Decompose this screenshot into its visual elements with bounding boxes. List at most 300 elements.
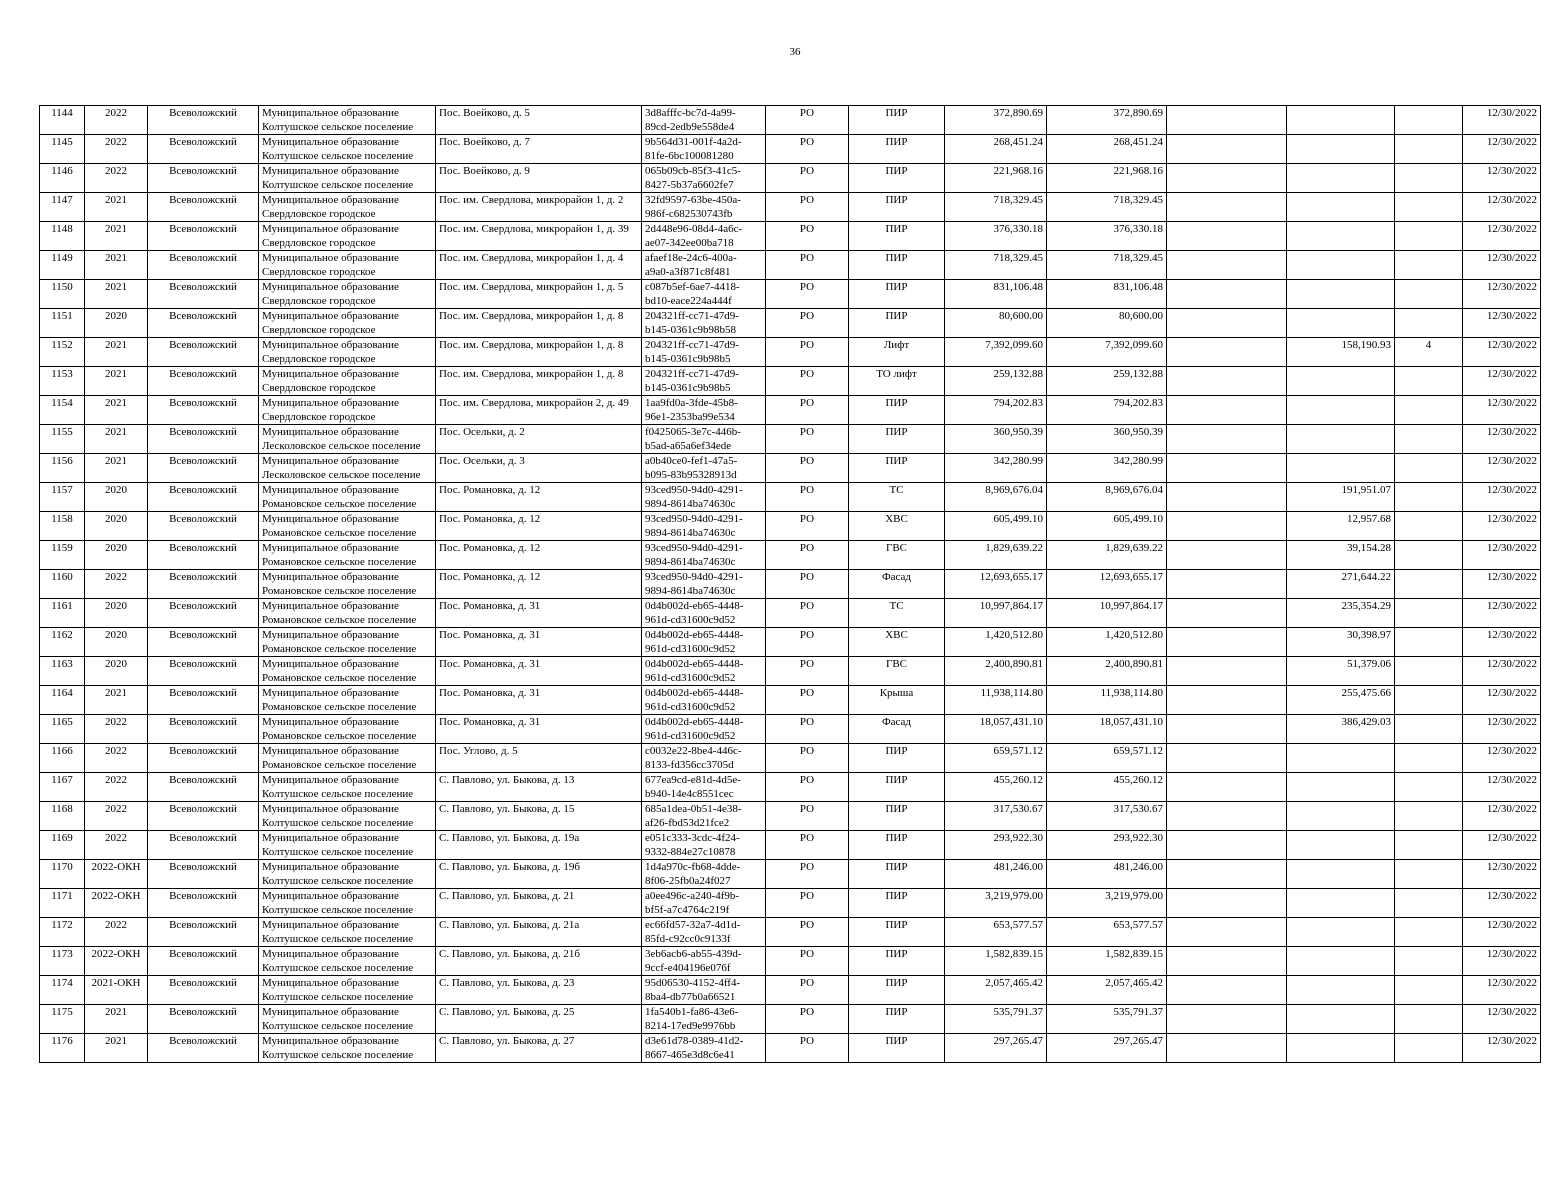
year-text: 2021 xyxy=(105,397,127,409)
date-cell xyxy=(1463,657,1541,686)
date-cell xyxy=(1463,715,1541,744)
amount-text: 268,451.24 xyxy=(993,136,1043,148)
district-cell xyxy=(148,425,259,454)
amount-total-cell xyxy=(1047,831,1167,860)
amount-total-text: 7,392,099.60 xyxy=(1105,339,1163,351)
district-text: Всеволожский xyxy=(169,571,237,583)
municipality-text: Свердловское городское xyxy=(262,208,376,220)
contribution-cell xyxy=(1287,657,1395,686)
count-cell xyxy=(1395,686,1463,715)
district-text: Всеволожский xyxy=(169,455,237,467)
address-text: С. Павлово, ул. Быкова, д. 25 xyxy=(439,1006,575,1018)
program-type-text: РО xyxy=(799,658,815,670)
count-cell xyxy=(1395,831,1463,860)
table-row xyxy=(40,280,1541,309)
district-cell xyxy=(148,802,259,831)
municipality-cell xyxy=(259,541,436,570)
house-id-text: b145-0361c9b98b58 xyxy=(645,324,737,336)
address-text: Пос. им. Свердлова, микрорайон 1, д. 8 xyxy=(439,310,624,322)
district-text: Всеволожский xyxy=(169,542,237,554)
amount-total-text: 342,280.99 xyxy=(1113,455,1163,467)
year-cell xyxy=(85,686,148,715)
address-cell xyxy=(436,396,642,425)
year-cell xyxy=(85,222,148,251)
address-text: Пос. Романовка, д. 12 xyxy=(439,571,541,583)
row-number-text: 1162 xyxy=(51,629,73,641)
extra-amount-cell xyxy=(1167,889,1287,918)
house-id-text: 961d-cd31600c9d52 xyxy=(645,701,736,713)
contribution-cell xyxy=(1287,889,1395,918)
year-text: 2022 xyxy=(105,919,127,931)
municipality-text: Муниципальное образование xyxy=(262,339,399,351)
house-id-text: b145-0361c9b98b5 xyxy=(645,353,731,365)
work-type-text: ПИР xyxy=(885,426,908,438)
work-type-cell xyxy=(849,599,945,628)
program-type-cell xyxy=(766,686,849,715)
district-text: Всеволожский xyxy=(169,165,237,177)
house-id-text: 8133-fd356cc3705d xyxy=(645,759,734,771)
table-row xyxy=(40,396,1541,425)
address-text: С. Павлово, ул. Быкова, д. 13 xyxy=(439,774,575,786)
extra-amount-cell xyxy=(1167,280,1287,309)
program-type-cell xyxy=(766,309,849,338)
count-cell xyxy=(1395,512,1463,541)
program-type-cell xyxy=(766,628,849,657)
row-number-text: 1158 xyxy=(51,513,73,525)
house-id-text: 204321ff-cc71-47d9- xyxy=(645,368,739,380)
house-id-text: 89cd-2edb9e558de4 xyxy=(645,121,735,133)
amount-text: 3,219,979.00 xyxy=(985,890,1043,902)
year-text: 2020 xyxy=(105,629,127,641)
house-id-cell xyxy=(642,164,766,193)
amount-total-cell xyxy=(1047,106,1167,135)
municipality-text: Романовское сельское поселение xyxy=(262,498,417,510)
date-text: 12/30/2022 xyxy=(1486,571,1537,583)
district-text: Всеволожский xyxy=(169,281,237,293)
year-cell xyxy=(85,483,148,512)
work-type-cell xyxy=(849,512,945,541)
row-number-cell xyxy=(40,570,85,599)
row-number-text: 1155 xyxy=(51,426,73,438)
table-row xyxy=(40,251,1541,280)
date-cell xyxy=(1463,628,1541,657)
municipality-text: Муниципальное образование xyxy=(262,948,399,960)
row-number-text: 1157 xyxy=(51,484,73,496)
work-type-cell xyxy=(849,686,945,715)
district-cell xyxy=(148,396,259,425)
year-text: 2020 xyxy=(105,542,127,554)
amount-cell xyxy=(945,512,1047,541)
municipality-cell xyxy=(259,744,436,773)
work-type-text: ПИР xyxy=(885,919,908,931)
extra-amount-cell xyxy=(1167,773,1287,802)
program-type-cell xyxy=(766,396,849,425)
municipality-text: Романовское сельское поселение xyxy=(262,672,417,684)
table-row xyxy=(40,367,1541,396)
work-type-text: ПИР xyxy=(885,861,908,873)
house-id-text: 81fe-6bc100081280 xyxy=(645,150,734,162)
year-cell xyxy=(85,1005,148,1034)
row-number-text: 1168 xyxy=(51,803,73,815)
amount-cell xyxy=(945,135,1047,164)
count-cell xyxy=(1395,744,1463,773)
municipality-text: Муниципальное образование xyxy=(262,571,399,583)
table-row xyxy=(40,135,1541,164)
address-cell xyxy=(436,802,642,831)
count-cell xyxy=(1395,338,1463,367)
amount-total-text: 360,950.39 xyxy=(1113,426,1163,438)
work-type-cell xyxy=(849,715,945,744)
amount-cell xyxy=(945,338,1047,367)
work-type-text: ПИР xyxy=(885,1035,908,1047)
year-cell xyxy=(85,309,148,338)
row-number-cell xyxy=(40,309,85,338)
work-type-text: ПИР xyxy=(885,165,908,177)
amount-cell xyxy=(945,367,1047,396)
year-cell xyxy=(85,512,148,541)
house-id-text: 204321ff-cc71-47d9- xyxy=(645,339,739,351)
date-cell xyxy=(1463,164,1541,193)
date-text: 12/30/2022 xyxy=(1486,281,1537,293)
municipality-text: Лесколовское сельское поселение xyxy=(262,440,421,452)
year-text: 2021 xyxy=(105,687,127,699)
amount-text: 455,260.12 xyxy=(993,774,1043,786)
work-type-text: ПИР xyxy=(885,223,908,235)
count-cell xyxy=(1395,802,1463,831)
year-text: 2021 xyxy=(105,1035,127,1047)
municipality-text: Романовское сельское поселение xyxy=(262,759,417,771)
table-row xyxy=(40,744,1541,773)
amount-total-cell xyxy=(1047,164,1167,193)
municipality-text: Муниципальное образование xyxy=(262,832,399,844)
work-type-cell xyxy=(849,802,945,831)
amount-total-cell xyxy=(1047,193,1167,222)
house-id-text: 685a1dea-0b51-4e38- xyxy=(645,803,742,815)
date-cell xyxy=(1463,976,1541,1005)
program-type-cell xyxy=(766,773,849,802)
program-type-cell xyxy=(766,512,849,541)
row-number-text: 1147 xyxy=(51,194,73,206)
amount-cell xyxy=(945,860,1047,889)
amount-total-cell xyxy=(1047,251,1167,280)
amount-total-text: 718,329.45 xyxy=(1113,194,1163,206)
program-type-cell xyxy=(766,860,849,889)
count-cell xyxy=(1395,135,1463,164)
amount-text: 718,329.45 xyxy=(993,194,1043,206)
amount-total-text: 221,968.16 xyxy=(1113,165,1163,177)
amount-total-cell xyxy=(1047,309,1167,338)
house-id-cell xyxy=(642,628,766,657)
row-number-text: 1172 xyxy=(51,919,73,931)
house-id-text: 2d448e96-08d4-4a6c- xyxy=(645,223,743,235)
date-text: 12/30/2022 xyxy=(1486,426,1537,438)
address-text: Пос. им. Свердлова, микрорайон 2, д. 49 xyxy=(439,397,629,409)
date-cell xyxy=(1463,773,1541,802)
address-cell xyxy=(436,309,642,338)
amount-cell xyxy=(945,309,1047,338)
row-number-cell xyxy=(40,483,85,512)
row-number-cell xyxy=(40,193,85,222)
work-type-cell xyxy=(849,222,945,251)
house-id-text: 9b564d31-001f-4a2d- xyxy=(645,136,742,148)
amount-cell xyxy=(945,396,1047,425)
address-text: С. Павлово, ул. Быкова, д. 21а xyxy=(439,919,580,931)
district-text: Всеволожский xyxy=(169,687,237,699)
program-type-text: РО xyxy=(799,1035,815,1047)
municipality-cell xyxy=(259,686,436,715)
house-id-text: 9332-884e27c10878 xyxy=(645,846,736,858)
house-id-text: 9894-8614ba74630c xyxy=(645,585,736,597)
row-number-text: 1174 xyxy=(51,977,73,989)
work-type-cell xyxy=(849,396,945,425)
house-id-text: bf5f-a7c4764c219f xyxy=(645,904,730,916)
year-cell xyxy=(85,1034,148,1063)
district-text: Всеволожский xyxy=(169,339,237,351)
extra-amount-cell xyxy=(1167,1005,1287,1034)
address-cell xyxy=(436,367,642,396)
program-type-cell xyxy=(766,222,849,251)
date-cell xyxy=(1463,570,1541,599)
district-text: Всеволожский xyxy=(169,658,237,670)
extra-amount-cell xyxy=(1167,251,1287,280)
address-cell xyxy=(436,889,642,918)
house-id-cell xyxy=(642,1005,766,1034)
municipality-text: Муниципальное образование xyxy=(262,977,399,989)
program-type-text: РО xyxy=(799,397,815,409)
house-id-text: 3eb6acb6-ab55-439d- xyxy=(645,948,742,960)
work-type-cell xyxy=(849,425,945,454)
extra-amount-cell xyxy=(1167,425,1287,454)
date-text: 12/30/2022 xyxy=(1486,629,1537,641)
municipality-text: Муниципальное образование xyxy=(262,252,399,264)
municipality-cell xyxy=(259,135,436,164)
count-cell xyxy=(1395,222,1463,251)
contribution-cell xyxy=(1287,599,1395,628)
row-number-cell xyxy=(40,657,85,686)
date-text: 12/30/2022 xyxy=(1486,165,1537,177)
count-cell xyxy=(1395,1034,1463,1063)
program-type-text: РО xyxy=(799,368,815,380)
amount-text: 376,330.18 xyxy=(993,223,1043,235)
count-cell xyxy=(1395,541,1463,570)
amount-text: 10,997,864.17 xyxy=(979,600,1043,612)
contribution-cell xyxy=(1287,541,1395,570)
program-type-cell xyxy=(766,367,849,396)
municipality-cell xyxy=(259,454,436,483)
date-text: 12/30/2022 xyxy=(1486,252,1537,264)
municipality-text: Свердловское городское xyxy=(262,353,376,365)
district-cell xyxy=(148,106,259,135)
amount-total-cell xyxy=(1047,773,1167,802)
municipality-cell xyxy=(259,802,436,831)
count-cell xyxy=(1395,657,1463,686)
amount-cell xyxy=(945,657,1047,686)
contribution-text: 51,379.06 xyxy=(1347,658,1391,670)
extra-amount-cell xyxy=(1167,309,1287,338)
program-type-cell xyxy=(766,483,849,512)
house-id-cell xyxy=(642,483,766,512)
program-type-text: РО xyxy=(799,455,815,467)
contribution-text: 271,644.22 xyxy=(1341,571,1391,583)
year-cell xyxy=(85,193,148,222)
row-number-cell xyxy=(40,831,85,860)
work-type-text: ПИР xyxy=(885,310,908,322)
year-text: 2022 xyxy=(105,165,127,177)
work-type-text: ПИР xyxy=(885,890,908,902)
amount-total-cell xyxy=(1047,976,1167,1005)
year-text: 2020 xyxy=(105,484,127,496)
amount-cell xyxy=(945,686,1047,715)
municipality-text: Свердловское городское xyxy=(262,295,376,307)
district-text: Всеволожский xyxy=(169,745,237,757)
district-cell xyxy=(148,251,259,280)
address-text: С. Павлово, ул. Быкова, д. 23 xyxy=(439,977,575,989)
work-type-text: ПИР xyxy=(885,397,908,409)
date-cell xyxy=(1463,135,1541,164)
page-number: 36 xyxy=(789,46,801,58)
district-text: Всеволожский xyxy=(169,948,237,960)
date-cell xyxy=(1463,483,1541,512)
row-number-cell xyxy=(40,106,85,135)
address-cell xyxy=(436,947,642,976)
house-id-cell xyxy=(642,135,766,164)
house-id-text: 1aa9fd0a-3fde-45b8- xyxy=(645,397,738,409)
date-text: 12/30/2022 xyxy=(1486,861,1537,873)
amount-text: 481,246.00 xyxy=(993,861,1043,873)
date-text: 12/30/2022 xyxy=(1486,107,1537,119)
year-cell xyxy=(85,541,148,570)
work-type-cell xyxy=(849,657,945,686)
row-number-text: 1144 xyxy=(51,107,73,119)
address-text: Пос. им. Свердлова, микрорайон 1, д. 5 xyxy=(439,281,624,293)
district-cell xyxy=(148,193,259,222)
house-id-text: 93ced950-94d0-4291- xyxy=(645,484,743,496)
house-id-cell xyxy=(642,425,766,454)
amount-total-text: 259,132.88 xyxy=(1113,368,1163,380)
work-type-text: ПИР xyxy=(885,948,908,960)
house-id-cell xyxy=(642,889,766,918)
municipality-text: Романовское сельское поселение xyxy=(262,730,417,742)
table-row xyxy=(40,686,1541,715)
year-cell xyxy=(85,831,148,860)
date-cell xyxy=(1463,686,1541,715)
work-type-cell xyxy=(849,918,945,947)
year-cell xyxy=(85,860,148,889)
district-cell xyxy=(148,889,259,918)
year-text: 2022 xyxy=(105,803,127,815)
table-row xyxy=(40,831,1541,860)
municipality-text: Свердловское городское xyxy=(262,266,376,278)
program-type-cell xyxy=(766,193,849,222)
district-cell xyxy=(148,541,259,570)
amount-total-text: 12,693,655.17 xyxy=(1099,571,1163,583)
municipality-text: Муниципальное образование xyxy=(262,310,399,322)
date-cell xyxy=(1463,425,1541,454)
house-id-cell xyxy=(642,918,766,947)
district-cell xyxy=(148,860,259,889)
district-text: Всеволожский xyxy=(169,716,237,728)
address-cell xyxy=(436,570,642,599)
count-cell xyxy=(1395,715,1463,744)
date-cell xyxy=(1463,802,1541,831)
district-text: Всеволожский xyxy=(169,426,237,438)
amount-text: 297,265.47 xyxy=(993,1035,1043,1047)
row-number-cell xyxy=(40,541,85,570)
program-type-cell xyxy=(766,918,849,947)
municipality-text: Муниципальное образование xyxy=(262,223,399,235)
program-type-text: РО xyxy=(799,542,815,554)
year-text: 2020 xyxy=(105,513,127,525)
count-cell xyxy=(1395,947,1463,976)
address-cell xyxy=(436,135,642,164)
address-text: С. Павлово, ул. Быкова, д. 21б xyxy=(439,948,580,960)
amount-total-cell xyxy=(1047,1034,1167,1063)
district-cell xyxy=(148,657,259,686)
house-id-text: 8f06-25fb0a24f027 xyxy=(645,875,731,887)
date-text: 12/30/2022 xyxy=(1486,716,1537,728)
municipality-text: Муниципальное образование xyxy=(262,484,399,496)
work-type-text: ПИР xyxy=(885,977,908,989)
house-id-cell xyxy=(642,657,766,686)
amount-total-text: 605,499.10 xyxy=(1113,513,1163,525)
amount-total-text: 3,219,979.00 xyxy=(1105,890,1163,902)
municipality-text: Муниципальное образование xyxy=(262,368,399,380)
table-row xyxy=(40,570,1541,599)
date-cell xyxy=(1463,193,1541,222)
house-id-text: 9894-8614ba74630c xyxy=(645,556,736,568)
house-id-cell xyxy=(642,744,766,773)
contribution-cell xyxy=(1287,744,1395,773)
work-type-cell xyxy=(849,367,945,396)
contribution-cell xyxy=(1287,425,1395,454)
row-number-text: 1170 xyxy=(51,861,73,873)
amount-text: 18,057,431.10 xyxy=(979,716,1043,728)
year-text: 2021 xyxy=(105,281,127,293)
program-type-text: РО xyxy=(799,803,815,815)
program-type-text: РО xyxy=(799,223,815,235)
house-id-text: c087b5ef-6ae7-4418- xyxy=(645,281,740,293)
count-cell xyxy=(1395,309,1463,338)
count-cell xyxy=(1395,193,1463,222)
work-type-cell xyxy=(849,773,945,802)
house-id-text: 9894-8614ba74630c xyxy=(645,527,736,539)
municipality-text: Муниципальное образование xyxy=(262,542,399,554)
row-number-text: 1161 xyxy=(51,600,73,612)
table-row xyxy=(40,338,1541,367)
work-type-text: ПИР xyxy=(885,281,908,293)
year-text: 2022 xyxy=(105,832,127,844)
program-type-text: РО xyxy=(799,136,815,148)
house-id-cell xyxy=(642,802,766,831)
date-cell xyxy=(1463,1005,1541,1034)
municipality-cell xyxy=(259,193,436,222)
house-id-cell xyxy=(642,251,766,280)
year-text: 2022 xyxy=(105,571,127,583)
house-id-text: 95d06530-4152-4ff4- xyxy=(645,977,741,989)
house-id-text: 0d4b002d-eb65-4448- xyxy=(645,629,744,641)
row-number-text: 1171 xyxy=(51,890,73,902)
count-cell xyxy=(1395,425,1463,454)
house-id-text: c0032e22-8be4-446c- xyxy=(645,745,742,757)
date-text: 12/30/2022 xyxy=(1486,948,1537,960)
date-cell xyxy=(1463,396,1541,425)
amount-cell xyxy=(945,541,1047,570)
work-type-text: ПИР xyxy=(885,107,908,119)
address-cell xyxy=(436,483,642,512)
date-text: 12/30/2022 xyxy=(1486,745,1537,757)
date-text: 12/30/2022 xyxy=(1486,397,1537,409)
row-number-cell xyxy=(40,454,85,483)
